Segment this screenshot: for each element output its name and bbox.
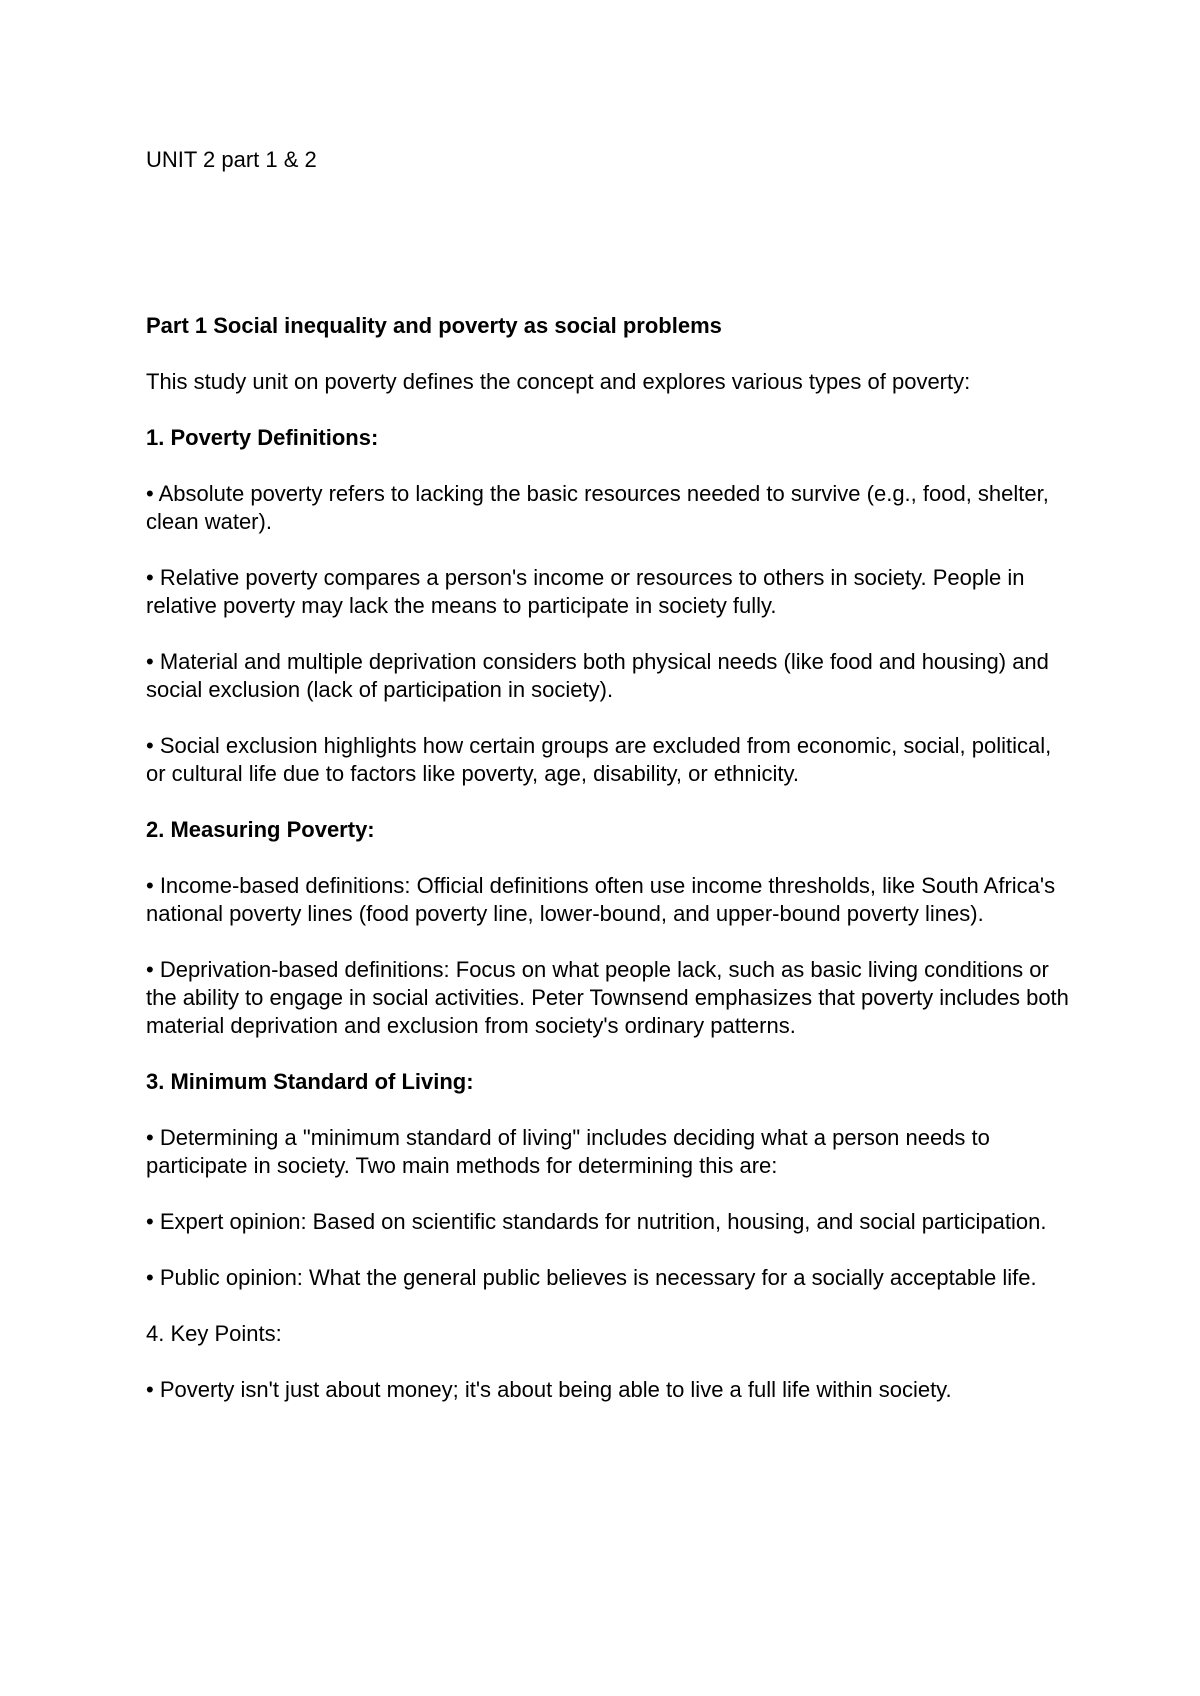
bullet-relative-poverty: • Relative poverty compares a person's income or resources to others in society. People in relative poverty may lack the means to participate in society fully.	[146, 565, 1025, 618]
intro-paragraph: This study unit on poverty defines the concept and explores various types of poverty:	[146, 369, 971, 394]
document-body	[146, 312, 1076, 1432]
bullet-public-opinion: • Public opinion: What the general public believes is necessary for a socially acceptable life.	[146, 1265, 1037, 1290]
bullet-determining-minimum: • Determining a "minimum standard of living" includes deciding what a person needs to participate in society. Two main methods for determining this are:	[146, 1125, 990, 1178]
bullet-key-point: • Poverty isn't just about money; it's about being able to live a full life within society.	[146, 1377, 952, 1402]
bullet-social-exclusion: • Social exclusion highlights how certain groups are excluded from economic, social, political, or cultural life due to factors like poverty, age, disability, or ethnicity.	[146, 733, 1052, 786]
bullet-income-based: • Income-based definitions: Official definitions often use income thresholds, like South Africa's national poverty lines (food poverty line, lower-bound, and upper-bound poverty lines).	[146, 873, 1056, 926]
section-heading-poverty-definitions: 1. Poverty Definitions:	[146, 425, 379, 450]
section-heading-measuring-poverty: 2. Measuring Poverty:	[146, 817, 375, 842]
bullet-deprivation-based: • Deprivation-based definitions: Focus on what people lack, such as basic living conditions or the ability to engage in social activities. Peter Townsend emphasizes that poverty includes both material deprivation and exclusion from society's ordinary patterns.	[146, 957, 1069, 1038]
bullet-absolute-poverty: • Absolute poverty refers to lacking the basic resources needed to survive (e.g., food, shelter, clean water).	[146, 481, 1049, 534]
document-title: UNIT 2 part 1 & 2	[146, 147, 317, 172]
section-heading-key-points: 4. Key Points:	[146, 1321, 282, 1346]
part-heading: Part 1 Social inequality and poverty as social problems	[146, 313, 722, 338]
bullet-expert-opinion: • Expert opinion: Based on scientific standards for nutrition, housing, and social participation.	[146, 1209, 1047, 1234]
section-heading-minimum-standard: 3. Minimum Standard of Living:	[146, 1069, 474, 1094]
bullet-material-deprivation: • Material and multiple deprivation considers both physical needs (like food and housing) and social exclusion (lack of participation in society).	[146, 649, 1049, 702]
